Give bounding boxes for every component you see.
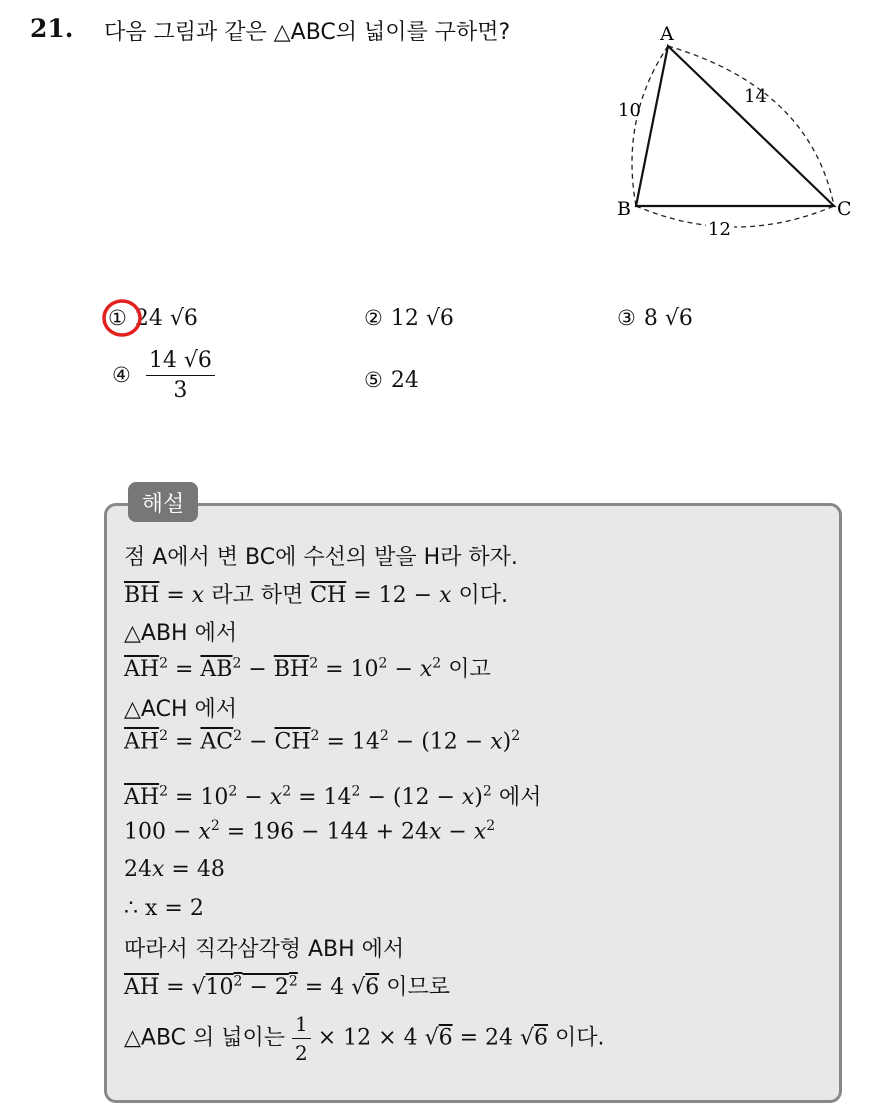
choice-4[interactable] [112, 348, 215, 403]
solution-line-11: 따라서 직각삼각형 ABH 에서 [124, 937, 405, 962]
solution-line-2: $\overline{BH} = x$ 라고 하면 $\overline{CH} = 12 - x$ 이다. [124, 583, 509, 608]
question-number: 21. [30, 14, 74, 43]
choice-marker: ① [108, 306, 127, 330]
solution-line-8: $100 - x^2 = 196 - 144 + 24x - x^2$ [124, 818, 496, 845]
vertex-b-label: B [617, 198, 631, 220]
solution-line-4: $\overline{AH}^2 = \overline{AB}^2 - \overline{BH}^2 = 10^2 - x^2$ 이고 [124, 655, 491, 682]
triangle-figure [600, 18, 860, 248]
choice-4-fraction: $\frac{14 √6}{3}$ [146, 348, 215, 403]
choice-marker: ② [364, 306, 383, 330]
vertex-a-label: A [660, 23, 674, 45]
choice-1[interactable]: ① 24 √6 [108, 306, 198, 331]
choice-marker: ④ [112, 362, 131, 387]
solution-line-12: $\overline{AH} = √10^2 - 2^2 = 4$ √6 이므로 [124, 973, 450, 1000]
solution-line-13: △ABC 의 넓이는 $\frac{1}{2}$ × 12 × 4 √6 = 24 √6 이다. [124, 1012, 605, 1065]
choice-marker: ③ [617, 306, 636, 330]
side-bc-label: 12 [708, 219, 731, 240]
choice-2[interactable]: ② 12 √6 [364, 306, 454, 331]
solution-line-3: △ABH 에서 [124, 621, 238, 646]
solution-line-7: $\overline{AH}^2 = 10^2 - x^2 = 14^2 - (12 - x)^2$ 에서 [124, 783, 542, 810]
vertex-c-label: C [837, 198, 852, 220]
side-ac-label: 14 [744, 86, 767, 107]
choice-marker: ⑤ [364, 368, 383, 392]
choice-5[interactable]: ⑤ 24 [364, 368, 419, 393]
solution-line-9: 24x = 48 [124, 857, 225, 882]
solution-line-6: $\overline{AH}^2 = \overline{AC}^2 - \overline{CH}^2 = 14^2 - (12 - x)^2$ [124, 728, 521, 755]
solution-line-5: △ACH 에서 [124, 697, 237, 722]
question-text: 다음 그림과 같은 △ABC의 넓이를 구하면? [104, 20, 511, 45]
solution-tag: 해설 [128, 482, 198, 522]
choice-3[interactable]: ③ 8 √6 [617, 306, 693, 331]
solution-line-1: 점 A에서 변 BC에 수선의 발을 H라 하자. [124, 545, 518, 570]
solution-line-10: ∴ x = 2 [124, 896, 204, 921]
triangle-abc [636, 46, 834, 206]
selected-answer-circle [100, 296, 146, 342]
side-ab-label: 10 [618, 100, 641, 121]
